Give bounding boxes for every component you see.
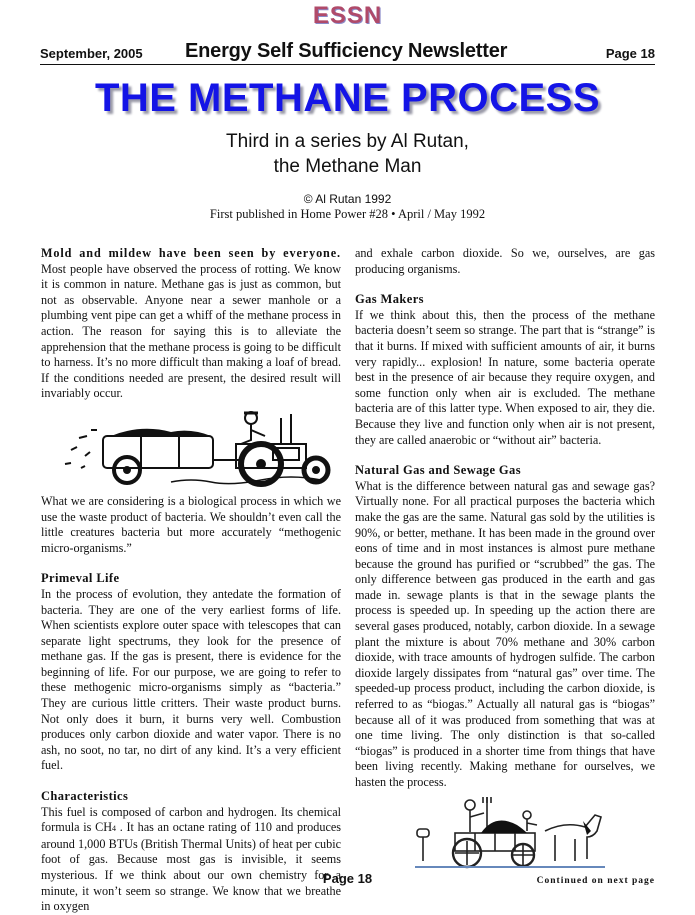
subtitle-line-1: Third in a series by Al Rutan, bbox=[226, 131, 469, 152]
footer-page-number: Page 18 bbox=[322, 871, 373, 886]
tractor-manure-spreader-illustration bbox=[51, 408, 341, 488]
article-subtitle bbox=[0, 129, 695, 179]
primeval-life-body: In the process of evolution, they antedate the formation of bacteria. They are one of the very earliest forms of life. When scientists explore outer space with telescopes that can separate light spectrums, they look for the presence of methane gas. If the gas is present, there is evidence for the beginning of life. For our purpose, we are going to refer to these methogenic micro-organisms simply as “bacteria.” They are curious little critters. Their waste product burns. Not only does it burn, it burns very well. Combustion produces only carbon dioxide and water vapor. There is no ash, no soot, no tar, no dirt of any kind. It’s a very efficient fuel. bbox=[41, 586, 341, 773]
issue-date: September, 2005 bbox=[40, 46, 143, 61]
heading-characteristics: Characteristics bbox=[41, 789, 129, 804]
heading-natural-gas-sewage-gas: Natural Gas and Sewage Gas bbox=[355, 463, 521, 478]
header-page-number: Page 18 bbox=[605, 46, 655, 61]
characteristics-body-a: This fuel is composed of carbon and hydrogen. Its chemical formula is CH bbox=[41, 804, 341, 835]
bacteria-paragraph: What we are considering is a biological process in which we use the waste product of bacteria. We shouldn’t even call the little creatures bacteria but more accurately “methogenic micro-organisms.” bbox=[41, 493, 341, 555]
heading-primeval-life: Primeval Life bbox=[41, 571, 120, 586]
article-title: THE METHANE PROCESS bbox=[94, 76, 601, 120]
horse-drawn-wagon-illustration bbox=[415, 795, 615, 873]
subtitle-line-2: the Methane Man bbox=[273, 156, 422, 177]
intro-body: Most people have observed the process of rotting. We know it is common in nature. Methane gas is just as common, but not as observable. Anyone near a sewer manhole or a plumbing vent pipe can get a whiff of the methane process in action. The reason for saying this is to alleviate the apprehension that the methane process is going to be difficult to harness. It’s no more difficult than making a loaf of bread. If the conditions needed are present, the desired result will invariably occur. bbox=[41, 261, 341, 401]
continuation-paragraph: and exhale carbon dioxide. So we, ourselves, are gas producing organisms. bbox=[355, 246, 655, 276]
formula-subscript: 4 bbox=[112, 824, 117, 834]
copyright-notice: © Al Rutan 1992 bbox=[303, 192, 392, 206]
essn-logo: ESSN bbox=[312, 2, 383, 29]
intro-paragraph bbox=[41, 246, 341, 402]
characteristics-body bbox=[41, 805, 341, 915]
masthead-bar bbox=[40, 38, 655, 65]
natural-gas-body: What is the difference between natural gas and sewage gas? Virtually none. For all practical purposes the bacteria which make the gas are the same. Natural gas sold by the utilities is 90%, or better, methane. It has been made in the ground over eons of time and in most instances is almost pure methane because the ground has purified or “scrubbed” the gas. The only difference between gas produced in the earth and gas made in. sewage plants is that in the sewage plants the process is speeded up. In speeding up the action there are several gases produced, notably, carbon dioxide. In a sewage plant the mixture is about 70% methane and 30% carbon dioxide, with trace amounts of hydrogen sulfide. The carbon dioxide largely dissipates from “natural gas” over time. The speeded-up process product, including the carbon dioxide, is referred to as “biogas.” Actually all natural gas is “biogas” because all of it was produced from something that was at one time living. The only distinction is that so-called “biogas” is produced in a shorter time from things that have been living recently. Making methane for ourselves, we hasten the process. bbox=[355, 478, 655, 789]
newsletter-title: Energy Self Sufficiency Newsletter bbox=[185, 40, 508, 62]
left-column bbox=[41, 246, 341, 915]
publication-note: First published in Home Power #28 • April / May 1992 bbox=[209, 207, 486, 221]
intro-lead: Mold and mildew have been seen by everyone. bbox=[41, 246, 341, 260]
continued-on-next-page: Continued on next page bbox=[536, 875, 655, 886]
right-column bbox=[355, 246, 655, 889]
gas-makers-body: If we think about this, then the process of the methane bacteria doesn’t seem so strange. The part that is “strange” is that it burns. If mixed with sufficient amounts of air, it burns very rapidly... explosion! In nature, some bacteria operate best in the presence of air because they require oxygen, and some function only when air is excluded. The methane bacteria are of this latter type. When exposed to air, they die. Because they live and function only when air is not present, they are called anaerobic or “without air” bacteria. bbox=[355, 307, 655, 447]
characteristics-body-b: . It has an octane rating of 110 and produces around 1,000 BTUs (British Thermal Units) of heat per cubic foot of gas. Because most gas is invisible, it seems mysterious. If we think about our own chemistry for a minute, it won’t seem so strange. We know that we breathe in oxygen bbox=[41, 820, 342, 914]
heading-gas-makers: Gas Makers bbox=[355, 292, 424, 307]
